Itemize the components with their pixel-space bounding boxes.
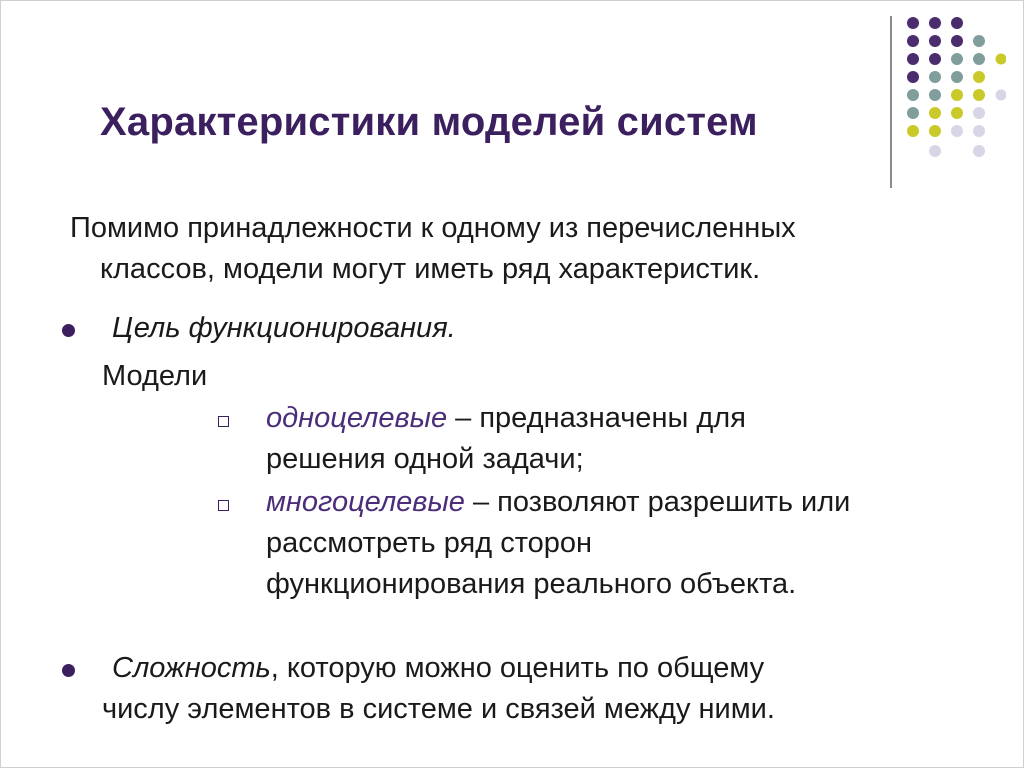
title-divider	[890, 16, 892, 188]
bullet-dot-icon	[62, 664, 75, 677]
term-multi-purpose: многоцелевые	[266, 486, 465, 518]
dot-grid-graphic	[906, 16, 1006, 166]
sub-item-rest: – предназначены для	[447, 402, 746, 434]
sub-item-rest: – позволяют разрешить или	[464, 486, 851, 518]
square-bullet-icon	[218, 500, 229, 511]
bullet-complexity-line-1	[112, 648, 764, 689]
intro-line-1: Помимо принадлежности к одному из перечисленных	[70, 212, 796, 244]
sub-item-single-purpose-body	[266, 398, 746, 480]
slide-title: Характеристики моделей систем	[100, 100, 758, 144]
sub-item-line	[266, 398, 746, 439]
bullet-complexity-rest: , которую можно оценить по общему	[270, 652, 765, 684]
sub-item-line	[266, 482, 850, 523]
intro-line-2: классов, модели могут иметь ряд характеристик.	[100, 253, 761, 285]
term-single-purpose: одноцелевые	[266, 402, 448, 434]
term-complexity: Сложность	[112, 652, 271, 684]
bullet-complexity-line-2: числу элементов в системе и связей между ними.	[102, 693, 775, 725]
bullet-dot-icon	[62, 324, 75, 337]
intro-paragraph	[70, 208, 950, 290]
sub-item-multi-purpose-body	[266, 482, 850, 605]
bullet-goal-text: Цель функционирования.	[112, 312, 456, 344]
square-bullet-icon	[218, 416, 229, 427]
sub-item-line: решения одной задачи;	[266, 443, 584, 475]
models-label: Модели	[102, 360, 208, 392]
sub-item-line: рассмотреть ряд сторон	[266, 527, 593, 559]
decorative-dot-grid	[906, 16, 1006, 166]
sub-item-line: функционирования реального объекта.	[266, 568, 797, 600]
